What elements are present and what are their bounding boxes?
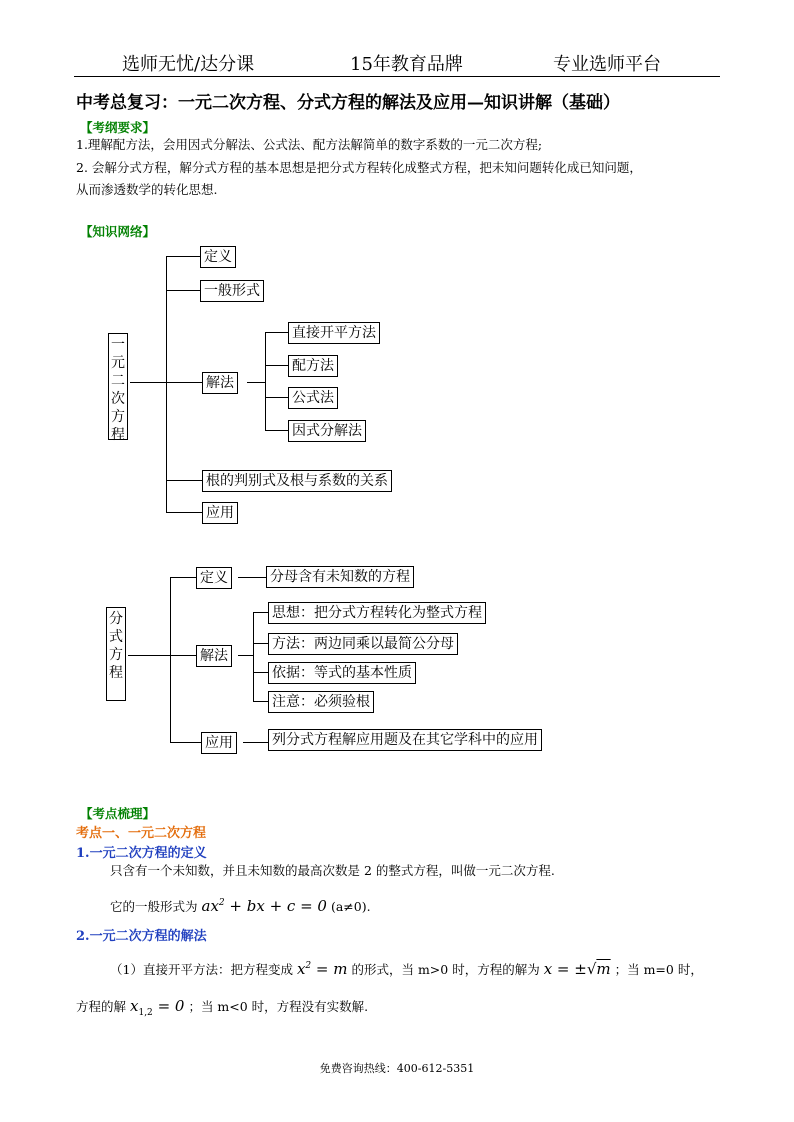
tree1-node-general-form: 一般形式 bbox=[200, 280, 264, 302]
requirement-2: 2. 会解分式方程，解分式方程的基本思想是把分式方程转化成整式方程，把未知问题转化成已知问题， bbox=[76, 160, 642, 175]
header-right: 专业选师平台 bbox=[553, 54, 661, 75]
general-form-line: 它的一般形式为 $ax^2$ + bx + c = 0 (a≠0). bbox=[110, 897, 371, 915]
tree2-node-methods: 解法 bbox=[196, 645, 232, 667]
section-heading-points: 【考点梳理】 bbox=[80, 806, 156, 821]
tree2-application-text: 列分式方程解应用题及在其它学科中的应用 bbox=[268, 729, 542, 751]
tree1-node-definition: 定义 bbox=[200, 246, 236, 268]
tree1-method-factoring: 因式分解法 bbox=[288, 420, 366, 442]
section-heading-network: 【知识网络】 bbox=[80, 224, 156, 239]
tree2-method-idea: 思想：把分式方程转化为整式方程 bbox=[268, 602, 486, 624]
tree1-node-discriminant: 根的判别式及根与系数的关系 bbox=[202, 470, 392, 492]
tree1-method-completing-square: 配方法 bbox=[288, 355, 338, 377]
tree1-root: 一元二次方程 bbox=[108, 333, 128, 440]
tree1-node-methods: 解法 bbox=[202, 372, 238, 394]
requirement-1: 1.理解配方法，会用因式分解法、公式法、配方法解简单的数字系数的一元二次方程; bbox=[76, 137, 543, 152]
equation-x-squared-m: $x^2 = m$ bbox=[296, 960, 348, 978]
header-rule bbox=[74, 76, 720, 77]
sub-1-text: 只含有一个未知数，并且未知数的最高次数是 2 的整式方程，叫做一元二次方程. bbox=[110, 863, 555, 878]
tree2-root: 分式方程 bbox=[106, 607, 126, 701]
sub-2-line-2: 方程的解 $x_{1,2} = 0$ ；当 m<0 时，方程没有实数解. bbox=[76, 997, 369, 1018]
header-center: 15年教育品牌 bbox=[350, 54, 463, 75]
tree2-method-basis: 依据：等式的基本性质 bbox=[268, 662, 416, 684]
tree2-node-definition: 定义 bbox=[196, 567, 232, 589]
equation-double-root: $x_{1,2} = 0$ bbox=[130, 997, 185, 1018]
section-heading-requirements: 【考纲要求】 bbox=[80, 120, 156, 135]
tree1-method-formula: 公式法 bbox=[288, 387, 338, 409]
tree1-node-application: 应用 bbox=[202, 502, 238, 524]
sub-1-heading: 1.一元二次方程的定义 bbox=[76, 846, 207, 861]
equation-solution: x = ±√m bbox=[543, 960, 611, 978]
page-title: 中考总复习：一元二次方程、分式方程的解法及应用—知识讲解（基础） bbox=[76, 93, 620, 113]
sub-2-line-1: （1）直接开平方法：把方程变成 $x^2 = m$ 的形式，当 m>0 时，方程的解为 x = ±√m ；当 m=0 时， bbox=[110, 960, 703, 978]
requirement-2-cont: 从而渗透数学的转化思想. bbox=[76, 182, 218, 197]
footer-hotline: 免费咨询热线：400-612-5351 bbox=[319, 1062, 475, 1075]
sub-2-heading: 2.一元二次方程的解法 bbox=[76, 929, 207, 944]
tree2-method-approach: 方法：两边同乘以最简公分母 bbox=[268, 633, 458, 655]
general-form-equation: $ax^2$ + bx + c = 0 bbox=[201, 897, 327, 915]
tree1-method-square-root: 直接开平方法 bbox=[288, 322, 380, 344]
tree2-node-application: 应用 bbox=[201, 732, 237, 754]
tree2-method-note: 注意：必须验根 bbox=[268, 691, 374, 713]
tree2-definition-text: 分母含有未知数的方程 bbox=[266, 566, 414, 588]
point-1-heading: 考点一、一元二次方程 bbox=[76, 826, 207, 841]
header-left: 选师无忧/达分课 bbox=[122, 54, 255, 75]
